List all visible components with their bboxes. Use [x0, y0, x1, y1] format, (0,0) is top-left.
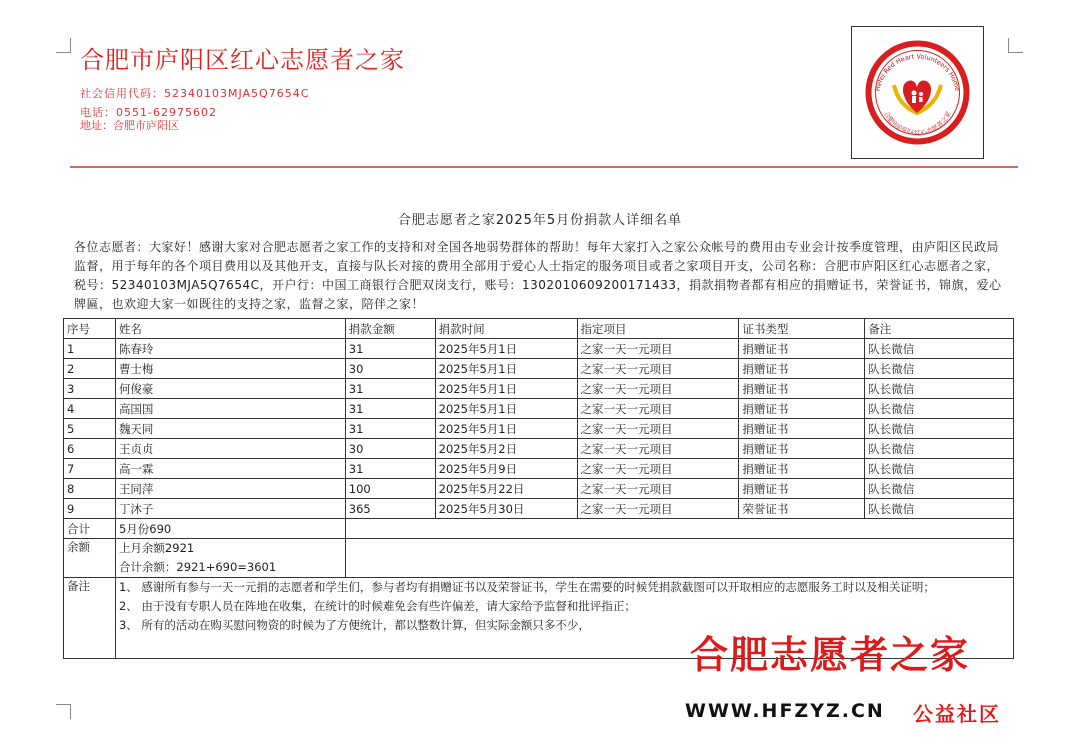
- cell-remarks: 队长微信: [865, 419, 1014, 439]
- cell-certificate: 捐赠证书: [739, 439, 865, 459]
- cell-project: 之家一天一元项目: [577, 399, 739, 419]
- svg-text:合肥市庐阳区红心志愿者之家: 合肥市庐阳区红心志愿者之家: [882, 110, 953, 138]
- donor-table: [63, 318, 1014, 659]
- total-row: [64, 519, 1014, 539]
- cell-date: 2025年5月9日: [435, 459, 577, 479]
- table-row: [64, 359, 1014, 379]
- table-row: [64, 499, 1014, 519]
- cell-amount: 365: [345, 499, 435, 519]
- cell-seq: 3: [64, 379, 116, 399]
- table-row: [64, 459, 1014, 479]
- cell-name: 高国国: [115, 399, 345, 419]
- table-row: [64, 399, 1014, 419]
- column-header-amount: 捐款金额: [345, 319, 435, 339]
- cell-seq: 6: [64, 439, 116, 459]
- column-header-project: 指定项目: [577, 319, 739, 339]
- balance-row: [64, 539, 1014, 578]
- table-row: [64, 439, 1014, 459]
- cell-project: 之家一天一元项目: [577, 419, 739, 439]
- cell-certificate: 捐赠证书: [739, 339, 865, 359]
- cell-amount: 31: [345, 399, 435, 419]
- column-header-remarks: 备注: [865, 319, 1014, 339]
- crop-mark-bottom-left: [56, 704, 71, 719]
- svg-text:Hefei Red Heart Volunteers Hom: Hefei Red Heart Volunteers Home: [873, 52, 962, 92]
- cell-name: 高一霖: [115, 459, 345, 479]
- cell-certificate: 捐赠证书: [739, 379, 865, 399]
- column-header-seq: 序号: [64, 319, 116, 339]
- cell-certificate: 荣誉证书: [739, 499, 865, 519]
- cell-project: 之家一天一元项目: [577, 479, 739, 499]
- cell-name: 王贞贞: [115, 439, 345, 459]
- cell-seq: 7: [64, 459, 116, 479]
- balance-total: 合计余额：2921+690=3601: [118, 560, 277, 574]
- total-empty-cell: [345, 519, 1013, 539]
- table-row: [64, 379, 1014, 399]
- logo-emblem-icon: [852, 27, 983, 158]
- note-item-3: 3、 所有的活动在购买慰问物资的时候为了方便统计，都以整数计算，但实际金额只多不少，: [118, 618, 590, 632]
- cell-seq: 1: [64, 339, 116, 359]
- cell-amount: 30: [345, 359, 435, 379]
- cell-remarks: 队长微信: [865, 479, 1014, 499]
- cell-seq: 2: [64, 359, 116, 379]
- cell-seq: 4: [64, 399, 116, 419]
- balance-previous: 上月余额2921: [118, 541, 195, 555]
- cell-name: 王同萍: [115, 479, 345, 499]
- cell-remarks: 队长微信: [865, 339, 1014, 359]
- balance-empty-cell: [345, 539, 1013, 578]
- cell-remarks: 队长微信: [865, 399, 1014, 419]
- column-header-name: 姓名: [115, 319, 345, 339]
- total-value: 5月份690: [115, 519, 345, 539]
- cell-project: 之家一天一元项目: [577, 359, 739, 379]
- cell-certificate: 捐赠证书: [739, 419, 865, 439]
- table-row: [64, 479, 1014, 499]
- credit-code: 社会信用代码：52340103MJA5Q7654C: [80, 87, 310, 100]
- cell-name: 丁沐子: [115, 499, 345, 519]
- note-item-2: 2、 由于没有专职人员在阵地在收集，在统计的时候难免会有些许偏差，请大家给予监督和批评指正；: [118, 599, 636, 613]
- cell-amount: 31: [345, 339, 435, 359]
- cell-certificate: 捐赠证书: [739, 459, 865, 479]
- cell-name: 曹士梅: [115, 359, 345, 379]
- cell-name: 魏天同: [115, 419, 345, 439]
- cell-amount: 31: [345, 459, 435, 479]
- table-row: [64, 419, 1014, 439]
- cell-project: 之家一天一元项目: [577, 379, 739, 399]
- cell-name: 何俊豪: [115, 379, 345, 399]
- watermark-tagline: 公益社区: [913, 702, 1001, 726]
- cell-project: 之家一天一元项目: [577, 499, 739, 519]
- cell-name: 陈春玲: [115, 339, 345, 359]
- cell-remarks: 队长微信: [865, 459, 1014, 479]
- crop-mark-top-right: [1008, 38, 1023, 53]
- cell-project: 之家一天一元项目: [577, 459, 739, 479]
- watermark-url: WWW.HFZYZ.CN: [685, 700, 885, 722]
- table-row: [64, 339, 1014, 359]
- cell-date: 2025年5月22日: [435, 479, 577, 499]
- watermark-name: 合肥志愿者之家: [690, 632, 971, 677]
- cell-amount: 100: [345, 479, 435, 499]
- balance-values: [115, 539, 345, 578]
- cell-certificate: 捐赠证书: [739, 479, 865, 499]
- cell-date: 2025年5月2日: [435, 439, 577, 459]
- column-header-certificate: 证书类型: [739, 319, 865, 339]
- cell-date: 2025年5月1日: [435, 399, 577, 419]
- balance-label: 余额: [64, 539, 116, 578]
- notes-label: 备注: [64, 578, 116, 659]
- cell-remarks: 队长微信: [865, 499, 1014, 519]
- cell-remarks: 队长微信: [865, 359, 1014, 379]
- cell-amount: 31: [345, 379, 435, 399]
- cell-date: 2025年5月1日: [435, 419, 577, 439]
- address-line-partial: 地址：合肥市庐阳区: [80, 119, 179, 132]
- cell-date: 2025年5月1日: [435, 339, 577, 359]
- header-divider: [70, 166, 1018, 168]
- organization-logo: [851, 26, 984, 159]
- cell-remarks: 队长微信: [865, 379, 1014, 399]
- cell-date: 2025年5月1日: [435, 379, 577, 399]
- organization-name: 合肥市庐阳区红心志愿者之家: [80, 46, 405, 74]
- document-title: 合肥志愿者之家2025年5月份捐款人详细名单: [397, 213, 683, 228]
- total-label: 合计: [64, 519, 116, 539]
- phone-number: 电话：0551-62975602: [80, 106, 217, 119]
- table-header-row: [64, 319, 1014, 339]
- cell-date: 2025年5月30日: [435, 499, 577, 519]
- cell-project: 之家一天一元项目: [577, 439, 739, 459]
- cell-certificate: 捐赠证书: [739, 399, 865, 419]
- cell-date: 2025年5月1日: [435, 359, 577, 379]
- cell-project: 之家一天一元项目: [577, 339, 739, 359]
- cell-certificate: 捐赠证书: [739, 359, 865, 379]
- column-header-date: 捐款时间: [435, 319, 577, 339]
- cell-seq: 5: [64, 419, 116, 439]
- intro-paragraph: 各位志愿者：大家好！感谢大家对合肥志愿者之家工作的支持和对全国各地弱势群体的帮助！每年大家打入之家公众帐号的费用由专业会计按季度管理，由庐阳区民政局监督，用于每年的各个项目费用以及其他开支，直接与队长对接的费用全部用于爱心人士指定的服务项目或者之家项目开支，公司名称：合肥市庐阳区红心志愿者之家，税号：52340103MJA5Q7654C，开户行：中国工商银行合肥双岗支行，账号：1302010609200171433，捐款捐物者都有相应的捐赠证书，荣誉证书，锦旗，爱心牌匾，也欢迎大家一如既往的支持之家，监督之家，陪伴之家！: [74, 240, 1002, 311]
- cell-remarks: 队长微信: [865, 439, 1014, 459]
- crop-mark-top-left: [56, 38, 71, 53]
- note-item-1: 1、 感谢所有参与一天一元捐的志愿者和学生们，参与者均有捐赠证书以及荣誉证书，学生在需要的时候凭捐款截图可以开取相应的志愿服务工时以及相关证明；: [118, 580, 935, 594]
- cell-seq: 8: [64, 479, 116, 499]
- cell-amount: 31: [345, 419, 435, 439]
- cell-seq: 9: [64, 499, 116, 519]
- cell-amount: 30: [345, 439, 435, 459]
